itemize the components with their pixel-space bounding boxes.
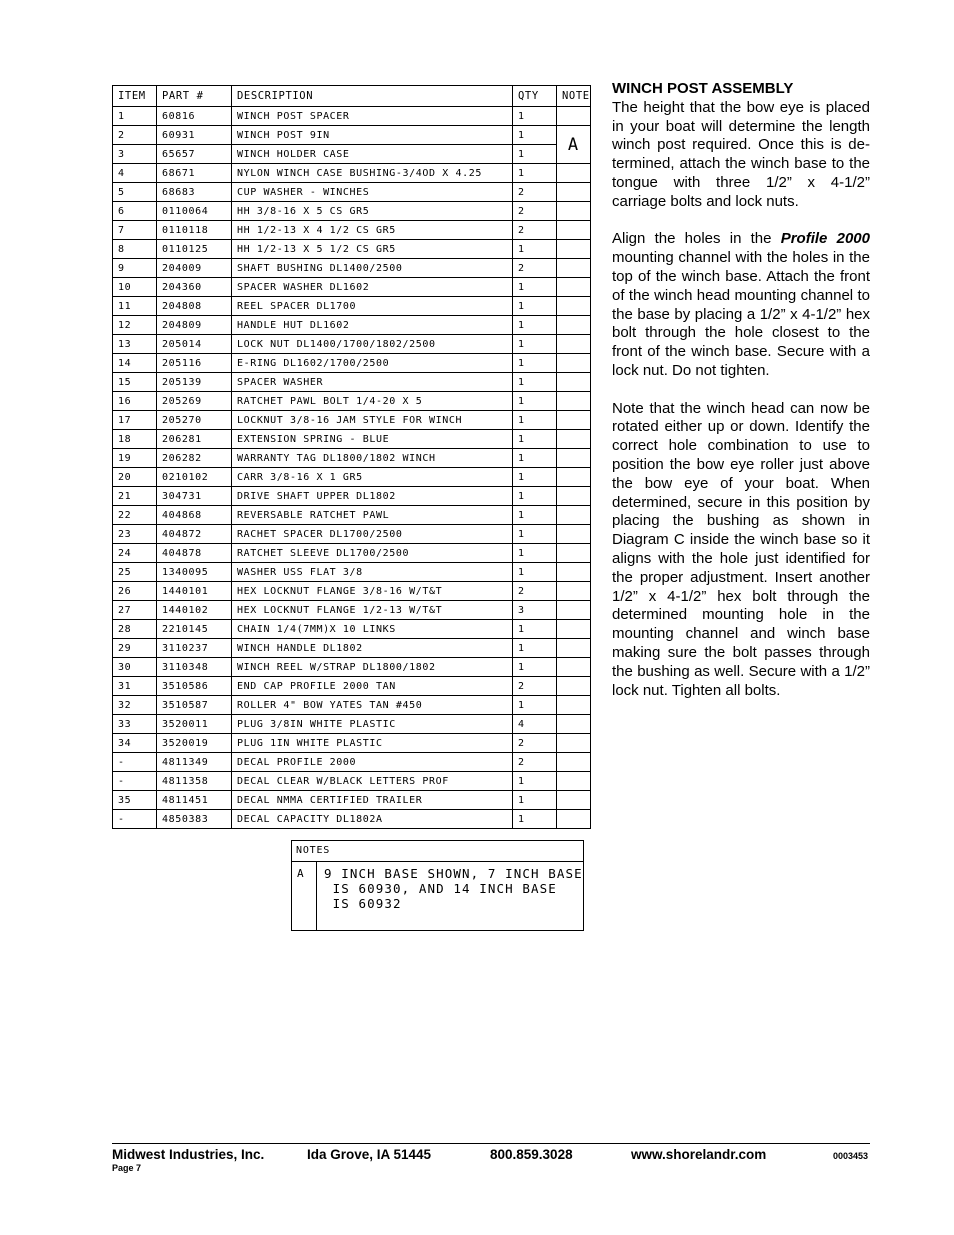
cell-note	[557, 221, 591, 240]
cell-qty: 2	[513, 734, 557, 753]
table-row	[113, 753, 591, 772]
cell-item: 4	[113, 164, 157, 183]
table-row	[113, 487, 591, 506]
cell-qty: 1	[513, 430, 557, 449]
paragraph-1-text: The height that the bow eye is placed in your boat will determine the length winch post required. Once this is determined, attach the winch base to the tongue with three 1/2” x 4-1/2” carriage bolts and lock nuts.	[612, 98, 870, 210]
cell-part: 204360	[157, 278, 232, 297]
cell-note	[557, 544, 591, 563]
cell-qty: 1	[513, 449, 557, 468]
cell-part: 404868	[157, 506, 232, 525]
cell-note	[557, 620, 591, 639]
cell-note	[557, 107, 591, 126]
notes-key: A	[292, 862, 317, 930]
parts-table	[112, 85, 591, 829]
cell-part: 205014	[157, 335, 232, 354]
table-row	[113, 221, 591, 240]
table-row	[113, 335, 591, 354]
cell-qty: 1	[513, 772, 557, 791]
table-row	[113, 126, 591, 145]
cell-item: 24	[113, 544, 157, 563]
cell-qty: 1	[513, 544, 557, 563]
table-row	[113, 392, 591, 411]
cell-part: 1340095	[157, 563, 232, 582]
cell-qty: 1	[513, 487, 557, 506]
cell-description: REEL SPACER DL1700	[232, 297, 513, 316]
cell-description: HH 1/2-13 X 5 1/2 CS GR5	[232, 240, 513, 259]
cell-part: 0110064	[157, 202, 232, 221]
cell-description: WINCH HANDLE DL1802	[232, 639, 513, 658]
cell-item: 32	[113, 696, 157, 715]
cell-note	[557, 411, 591, 430]
table-row	[113, 411, 591, 430]
table-row	[113, 639, 591, 658]
cell-item: 5	[113, 183, 157, 202]
cell-part: 2210145	[157, 620, 232, 639]
cell-description: NYLON WINCH CASE BUSHING-3/4OD X 4.25	[232, 164, 513, 183]
cell-item: 31	[113, 677, 157, 696]
cell-description: RATCHET SLEEVE DL1700/2500	[232, 544, 513, 563]
cell-item: 18	[113, 430, 157, 449]
cell-note	[557, 373, 591, 392]
assembly-paragraph-1	[612, 80, 870, 212]
cell-description: E-RING DL1602/1700/2500	[232, 354, 513, 373]
cell-note	[557, 563, 591, 582]
section-heading: WINCH POST ASSEMBLY	[612, 80, 794, 97]
cell-note	[557, 392, 591, 411]
cell-note	[557, 449, 591, 468]
cell-qty: 1	[513, 639, 557, 658]
cell-item: 3	[113, 145, 157, 164]
cell-item: 20	[113, 468, 157, 487]
cell-qty: 2	[513, 202, 557, 221]
cell-description: DRIVE SHAFT UPPER DL1802	[232, 487, 513, 506]
cell-note	[557, 677, 591, 696]
cell-item: 11	[113, 297, 157, 316]
parts-table-body	[113, 107, 591, 829]
footer-company: Midwest Industries, Inc.	[112, 1147, 265, 1162]
cell-description: ROLLER 4" BOW YATES TAN #450	[232, 696, 513, 715]
cell-qty: 1	[513, 335, 557, 354]
cell-item: 33	[113, 715, 157, 734]
cell-item: 8	[113, 240, 157, 259]
cell-part: 3520019	[157, 734, 232, 753]
cell-item: -	[113, 753, 157, 772]
cell-part: 205116	[157, 354, 232, 373]
cell-item: 19	[113, 449, 157, 468]
table-row	[113, 791, 591, 810]
cell-note	[557, 259, 591, 278]
header-note: NOTE	[557, 86, 591, 107]
paragraph-2-after: mounting channel with the holes in the top of the winch base. Attach the front of the winch head mounting channel to the base by placing a 1/2” x 4-1/2” hex bolt through the hole closest to the front of the winch base. Secure with a lock nut. Do not tighten.	[612, 249, 870, 379]
table-row	[113, 544, 591, 563]
cell-description: HEX LOCKNUT FLANGE 3/8-16 W/T&T	[232, 582, 513, 601]
cell-qty: 1	[513, 658, 557, 677]
cell-note	[557, 810, 591, 829]
cell-qty: 1	[513, 354, 557, 373]
cell-qty: 2	[513, 221, 557, 240]
cell-description: PLUG 3/8IN WHITE PLASTIC	[232, 715, 513, 734]
assembly-paragraph-2	[612, 230, 870, 380]
cell-note	[557, 639, 591, 658]
cell-description: WARRANTY TAG DL1800/1802 WINCH	[232, 449, 513, 468]
cell-part: 60931	[157, 126, 232, 145]
cell-description: WINCH HOLDER CASE	[232, 145, 513, 164]
table-row	[113, 525, 591, 544]
cell-qty: 1	[513, 278, 557, 297]
cell-item: 25	[113, 563, 157, 582]
cell-description: SPACER WASHER	[232, 373, 513, 392]
table-row	[113, 278, 591, 297]
header-item: ITEM	[113, 86, 157, 107]
table-row	[113, 677, 591, 696]
table-row	[113, 696, 591, 715]
cell-part: 404878	[157, 544, 232, 563]
header-description: DESCRIPTION	[232, 86, 513, 107]
cell-item: 28	[113, 620, 157, 639]
cell-note	[557, 164, 591, 183]
cell-item: 14	[113, 354, 157, 373]
table-row	[113, 164, 591, 183]
cell-part: 4850383	[157, 810, 232, 829]
cell-part: 1440102	[157, 601, 232, 620]
cell-note	[557, 525, 591, 544]
cell-qty: 4	[513, 715, 557, 734]
table-row	[113, 240, 591, 259]
cell-part: 3510587	[157, 696, 232, 715]
cell-description: LOCKNUT 3/8-16 JAM STYLE FOR WINCH	[232, 411, 513, 430]
cell-item: 29	[113, 639, 157, 658]
header-qty: QTY	[513, 86, 557, 107]
cell-qty: 1	[513, 791, 557, 810]
cell-qty: 1	[513, 468, 557, 487]
cell-qty: 1	[513, 297, 557, 316]
cell-description: CHAIN 1/4(7MM)X 10 LINKS	[232, 620, 513, 639]
table-row	[113, 259, 591, 278]
assembly-paragraph-3: Note that the winch head can now be rotated either up or down. Identify the correct hole combination to use to position the bow eye roller just above the bow eye of your boat. When determined, secure in this position by placing the bushing as shown in Diagram C inside the winch base so it aligns with the hole just identified for the proper adjustment. Insert another 1/2” x 4-1/2” hex bolt through the determined mounting hole in the mounting channel and winch base making sure the bolt passes through the bushing as well. Secure with a 1/2” lock nut. Tighten all bolts.	[612, 399, 870, 699]
cell-item: 23	[113, 525, 157, 544]
cell-part: 205270	[157, 411, 232, 430]
cell-qty: 1	[513, 392, 557, 411]
cell-description: DECAL CAPACITY DL1802A	[232, 810, 513, 829]
cell-item: 9	[113, 259, 157, 278]
cell-description: END CAP PROFILE 2000 TAN	[232, 677, 513, 696]
cell-description: CUP WASHER - WINCHES	[232, 183, 513, 202]
cell-note: A	[557, 126, 591, 164]
cell-qty: 1	[513, 316, 557, 335]
paragraph-2-before: Align the holes in the	[612, 230, 781, 248]
cell-item: 15	[113, 373, 157, 392]
cell-part: 0110125	[157, 240, 232, 259]
cell-qty: 2	[513, 259, 557, 278]
table-row	[113, 145, 591, 164]
cell-note	[557, 316, 591, 335]
footer-page-number: Page 7	[112, 1163, 142, 1173]
cell-description: RACHET SPACER DL1700/2500	[232, 525, 513, 544]
table-row	[113, 183, 591, 202]
table-row	[113, 658, 591, 677]
table-row	[113, 202, 591, 221]
cell-part: 0110118	[157, 221, 232, 240]
cell-description: HH 1/2-13 X 4 1/2 CS GR5	[232, 221, 513, 240]
cell-part: 60816	[157, 107, 232, 126]
cell-part: 4811349	[157, 753, 232, 772]
table-row	[113, 316, 591, 335]
cell-note	[557, 202, 591, 221]
cell-item: 17	[113, 411, 157, 430]
cell-item: 35	[113, 791, 157, 810]
cell-note	[557, 487, 591, 506]
cell-note	[557, 278, 591, 297]
cell-description: WINCH REEL W/STRAP DL1800/1802	[232, 658, 513, 677]
cell-note	[557, 240, 591, 259]
cell-description: EXTENSION SPRING - BLUE	[232, 430, 513, 449]
cell-description: PLUG 1IN WHITE PLASTIC	[232, 734, 513, 753]
cell-qty: 1	[513, 373, 557, 392]
table-row	[113, 430, 591, 449]
table-row	[113, 734, 591, 753]
header-part: PART #	[157, 86, 232, 107]
cell-part: 4811358	[157, 772, 232, 791]
cell-note	[557, 715, 591, 734]
cell-part: 65657	[157, 145, 232, 164]
cell-item: 30	[113, 658, 157, 677]
footer-phone: 800.859.3028	[490, 1147, 573, 1162]
cell-part: 206282	[157, 449, 232, 468]
cell-note	[557, 354, 591, 373]
cell-qty: 1	[513, 126, 557, 145]
cell-part: 68683	[157, 183, 232, 202]
cell-note	[557, 297, 591, 316]
cell-note	[557, 468, 591, 487]
cell-item: 10	[113, 278, 157, 297]
cell-qty: 1	[513, 240, 557, 259]
cell-qty: 2	[513, 582, 557, 601]
cell-part: 404872	[157, 525, 232, 544]
table-row	[113, 620, 591, 639]
table-row	[113, 715, 591, 734]
assembly-instructions	[612, 80, 870, 719]
table-row	[113, 506, 591, 525]
cell-note	[557, 772, 591, 791]
cell-description: DECAL PROFILE 2000	[232, 753, 513, 772]
cell-item: 16	[113, 392, 157, 411]
cell-part: 4811451	[157, 791, 232, 810]
table-row	[113, 601, 591, 620]
cell-description: CARR 3/8-16 X 1 GR5	[232, 468, 513, 487]
notes-header: NOTES	[292, 841, 583, 862]
cell-item: 27	[113, 601, 157, 620]
cell-qty: 2	[513, 677, 557, 696]
cell-note	[557, 506, 591, 525]
cell-qty: 1	[513, 563, 557, 582]
cell-note	[557, 183, 591, 202]
table-row	[113, 563, 591, 582]
cell-note	[557, 753, 591, 772]
cell-description: SHAFT BUSHING DL1400/2500	[232, 259, 513, 278]
cell-description: HEX LOCKNUT FLANGE 1/2-13 W/T&T	[232, 601, 513, 620]
cell-description: WINCH POST SPACER	[232, 107, 513, 126]
table-row	[113, 449, 591, 468]
cell-note	[557, 734, 591, 753]
cell-part: 68671	[157, 164, 232, 183]
cell-qty: 1	[513, 164, 557, 183]
cell-note	[557, 658, 591, 677]
cell-part: 3110237	[157, 639, 232, 658]
table-row	[113, 468, 591, 487]
cell-qty: 1	[513, 810, 557, 829]
cell-part: 205269	[157, 392, 232, 411]
cell-qty: 1	[513, 411, 557, 430]
cell-item: 2	[113, 126, 157, 145]
cell-part: 204009	[157, 259, 232, 278]
table-row	[113, 107, 591, 126]
cell-qty: 1	[513, 525, 557, 544]
cell-note	[557, 335, 591, 354]
cell-item: 12	[113, 316, 157, 335]
cell-item: 1	[113, 107, 157, 126]
cell-description: HANDLE HUT DL1602	[232, 316, 513, 335]
cell-item: -	[113, 810, 157, 829]
cell-qty: 1	[513, 620, 557, 639]
cell-description: HH 3/8-16 X 5 CS GR5	[232, 202, 513, 221]
cell-note	[557, 601, 591, 620]
cell-part: 3520011	[157, 715, 232, 734]
cell-description: WASHER USS FLAT 3/8	[232, 563, 513, 582]
cell-description: SPACER WASHER DL1602	[232, 278, 513, 297]
footer-city: Ida Grove, IA 51445	[307, 1147, 432, 1162]
cell-part: 204808	[157, 297, 232, 316]
cell-qty: 1	[513, 506, 557, 525]
cell-description: LOCK NUT DL1400/1700/1802/2500	[232, 335, 513, 354]
cell-part: 1440101	[157, 582, 232, 601]
cell-qty: 3	[513, 601, 557, 620]
cell-item: 7	[113, 221, 157, 240]
cell-description: WINCH POST 9IN	[232, 126, 513, 145]
table-header-row	[113, 86, 591, 107]
cell-part: 205139	[157, 373, 232, 392]
notes-row	[292, 862, 583, 930]
table-row	[113, 810, 591, 829]
cell-qty: 2	[513, 183, 557, 202]
cell-description: DECAL CLEAR W/BLACK LETTERS PROF	[232, 772, 513, 791]
footer-doc-code: 0003453	[833, 1151, 869, 1161]
cell-qty: 1	[513, 145, 557, 164]
product-name: Profile 2000	[780, 230, 870, 248]
cell-item: 21	[113, 487, 157, 506]
cell-part: 304731	[157, 487, 232, 506]
cell-note	[557, 696, 591, 715]
footer-website: www.shorelandr.com	[631, 1147, 767, 1162]
cell-item: -	[113, 772, 157, 791]
cell-qty: 1	[513, 696, 557, 715]
cell-note	[557, 582, 591, 601]
cell-description: RATCHET PAWL BOLT 1/4-20 X 5	[232, 392, 513, 411]
table-row	[113, 354, 591, 373]
cell-item: 13	[113, 335, 157, 354]
notes-text: 9 INCH BASE SHOWN, 7 INCH BASE IS 60930, AND 14 INCH BASE IS 60932	[324, 866, 583, 911]
table-row	[113, 772, 591, 791]
cell-part: 206281	[157, 430, 232, 449]
table-row	[113, 297, 591, 316]
cell-qty: 2	[513, 753, 557, 772]
cell-description: REVERSABLE RATCHET PAWL	[232, 506, 513, 525]
cell-part: 3110348	[157, 658, 232, 677]
cell-note	[557, 430, 591, 449]
cell-item: 34	[113, 734, 157, 753]
footer-rule	[112, 1143, 870, 1144]
cell-description: DECAL NMMA CERTIFIED TRAILER	[232, 791, 513, 810]
table-row	[113, 373, 591, 392]
notes-box	[291, 840, 584, 931]
cell-item: 26	[113, 582, 157, 601]
cell-part: 204809	[157, 316, 232, 335]
cell-item: 6	[113, 202, 157, 221]
cell-part: 3510586	[157, 677, 232, 696]
cell-qty: 1	[513, 107, 557, 126]
cell-item: 22	[113, 506, 157, 525]
cell-part: 0210102	[157, 468, 232, 487]
cell-note	[557, 791, 591, 810]
table-row	[113, 582, 591, 601]
